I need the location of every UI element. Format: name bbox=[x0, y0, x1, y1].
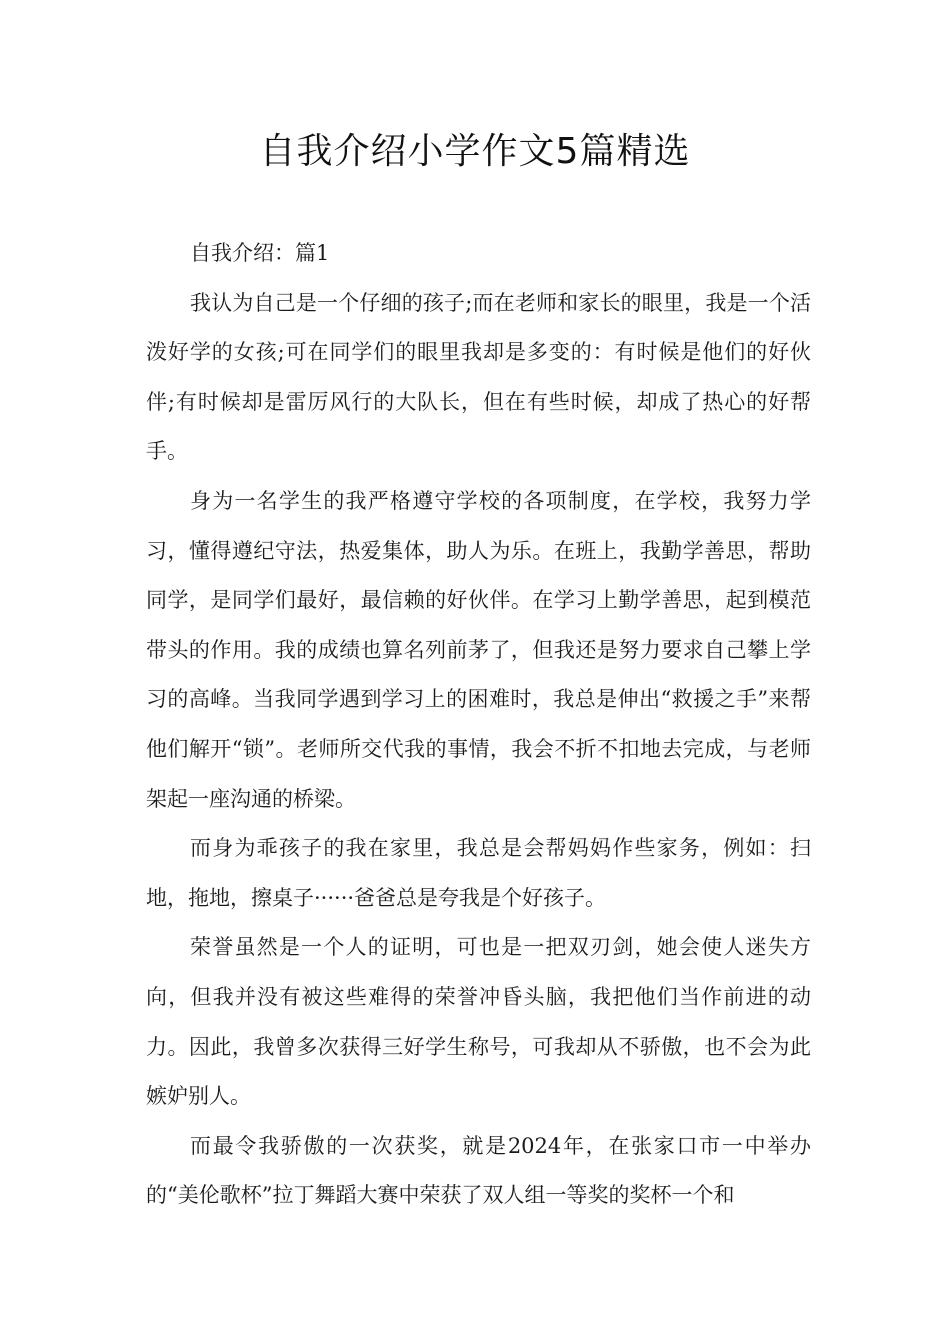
document-body bbox=[146, 229, 811, 1221]
paragraph: 身为一名学生的我严格遵守学校的各项制度，在学校，我努力学习，懂得遵纪守法，热爱集体，助人为乐。在班上，我勤学善思，帮助同学，是同学们最好，最信赖的好伙伴。在学习上勤学善思，起到模范带头的作用。我的成绩也算名列前茅了，但我还是努力要求自己攀上学习的高峰。当我同学遇到学习上的困难时，我总是伸出“救援之手”来帮他们解开“锁”。老师所交代我的事情，我会不折不扣地去完成，与老师架起一座沟通的桥梁。 bbox=[146, 488, 811, 811]
paragraph: 而身为乖孩子的我在家里，我总是会帮妈妈作些家务，例如：扫地，拖地，擦桌子······爸爸总是夸我是个好孩子。 bbox=[146, 836, 811, 910]
paragraph: 我认为自己是一个仔细的孩子;而在老师和家长的眼里，我是一个活泼好学的女孩;可在同学们的眼里我却是多变的：有时候是他们的好伙伴;有时候却是雷厉风行的大队长，但在有些时候，却成了热心的好帮手。 bbox=[146, 290, 811, 464]
paragraph: 而最令我骄傲的一次获奖，就是2024年，在张家口市一中举办的“美伦歌杯”拉丁舞蹈大赛中荣获了双人组一等奖的奖杯一个和 bbox=[146, 1133, 811, 1208]
section-heading: 自我介绍：篇1 bbox=[190, 241, 330, 265]
document-title: 自我介绍小学作文5篇精选 bbox=[259, 131, 691, 172]
paragraph: 荣誉虽然是一个人的证明，可也是一把双刃剑，她会使人迷失方向，但我并没有被这些难得的荣誉冲昏头脑，我把他们当作前进的动力。因此，我曾多次获得三好学生称号，可我却从不骄傲，也不会为此嫉妒别人。 bbox=[146, 935, 811, 1109]
